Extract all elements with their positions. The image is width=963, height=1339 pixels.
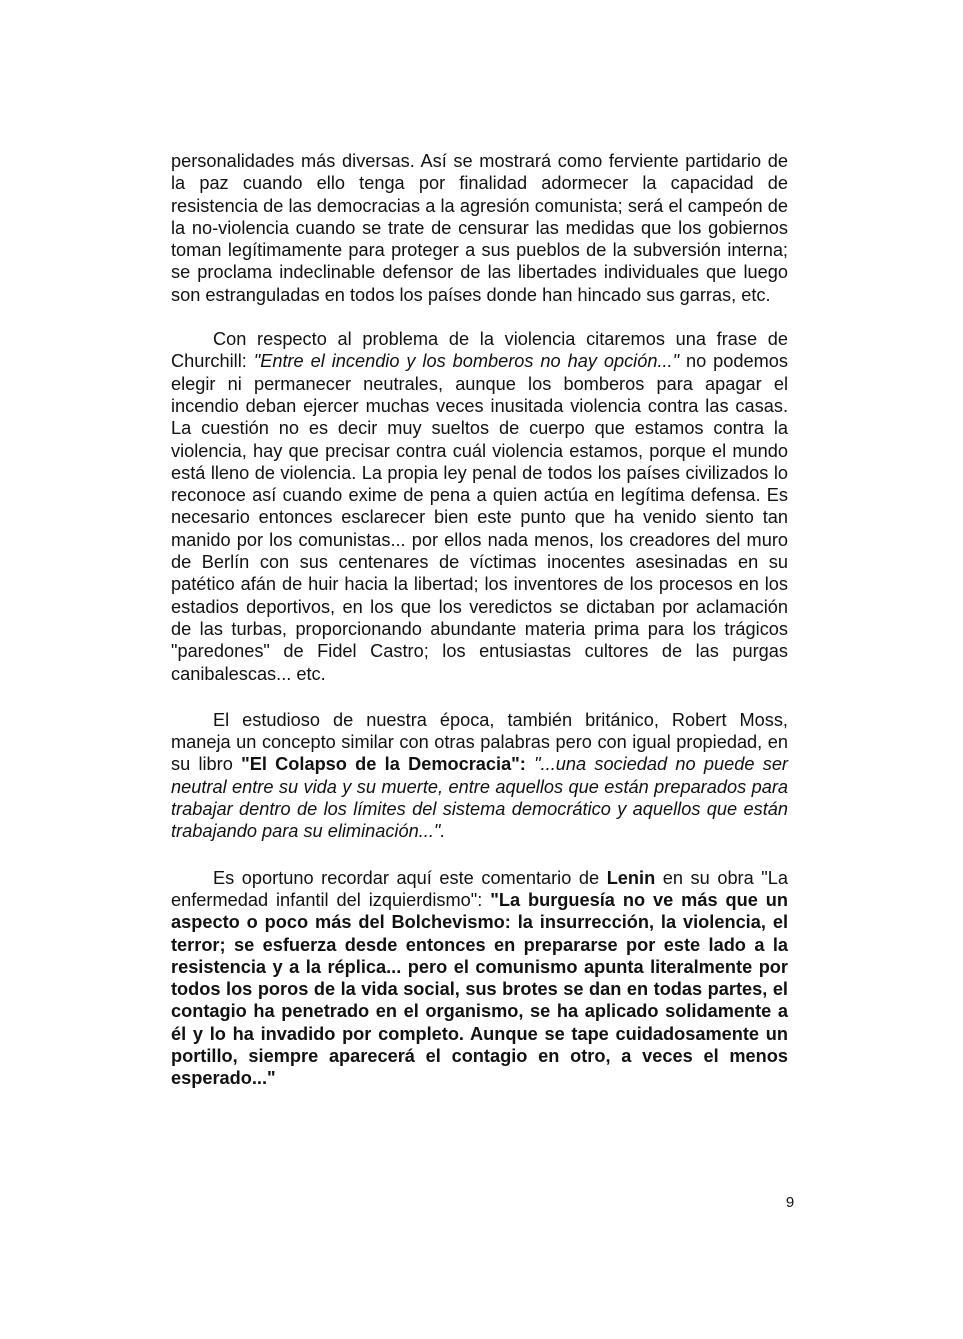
- paragraph-2: [171, 328, 788, 685]
- lenin-name: Lenin: [606, 867, 656, 888]
- page-number: 9: [785, 1194, 795, 1211]
- paragraph-3-text-a: El estudioso de nuestra época, también británico, Robert Moss, maneja un concepto similar con otras palabras pero con igual propiedad, en su libro: [171, 709, 788, 775]
- book-title: "El Colapso de la Democracia":: [241, 754, 526, 775]
- paragraph-2-text-a: Con respecto al problema de la violencia citaremos una frase de Churchill:: [171, 329, 788, 372]
- paragraph-1-text: personalidades más diversas. Así se mostrará como ferviente partidario de la paz cuando ello tenga por finalidad adormecer la capacidad de resistencia de las democracias a la agresión comunista; será el campeón de la no-violencia cuando se trate de censurar las medidas que los gobiernos toman legítimamente para proteger a sus pueblos de la subversión interna; se proclama indeclinable defensor de las libertades individuales que luego son estranguladas en todos los países donde han hincado sus garras, etc.: [171, 151, 788, 305]
- body-text: [171, 150, 788, 1090]
- moss-quote: "...una sociedad no puede ser neutral entre su vida y su muerte, entre aquellos que están preparados para trabajar dentro de los límites del sistema democrático y aquellos que están trabajando para su eliminación...".: [171, 754, 788, 842]
- paragraph-4: [171, 867, 788, 1090]
- paragraph-1: [171, 150, 788, 306]
- paragraph-4-text-a: Es oportuno recordar aquí este comentario de: [213, 867, 607, 888]
- paragraph-4-text-b: en su obra "La enfermedad infantil del izquierdismo":: [171, 867, 788, 910]
- paragraph-3: [171, 709, 788, 843]
- churchill-quote: "Entre el incendio y los bomberos no hay opción...": [253, 351, 680, 372]
- paragraph-2-text-b: no podemos elegir ni permanecer neutrales, aunque los bomberos para apagar el incendio deban ejercer muchas veces inusitada violencia contra las casas. La cuestión no es decir muy sueltos de cuerpo que estamos contra la violencia, hay que precisar contra cuál violencia estamos, porque el mundo está lleno de violencia. La propia ley penal de todos los países civilizados lo reconoce así cuando exime de pena a quien actúa en legítima defensa. Es necesario entonces esclarecer bien este punto que ha venido siento tan manido por los comunistas... por ellos nada menos, los creadores del muro de Berlín con sus centenares de víctimas inocentes asesinadas en su patético afán de huir hacia la libertad; los inventores de los procesos en los estadios deportivos, en los que los veredictos se dictaban por aclamación de las turbas, proporcionando abundante materia prima para los trágicos "paredones" de Fidel Castro; los entusiastas cultores de las purgas canibalescas... etc.: [171, 351, 789, 684]
- lenin-quote: "La burguesía no ve más que un aspecto o poco más del Bolchevismo: la insurrección, la violencia, el terror; se esfuerza desde entonces en prepararse por este lado a la resistencia y a la réplica... pero el comunismo apunta literalmente por todos los poros de la vida social, sus brotes se dan en todas partes, el contagio ha penetrado en el organismo, se ha aplicado solidamente a él y lo ha invadido por completo. Aunque se tape cuidadosamente un portillo, siempre aparecerá el contagio en otro, a veces el menos esperado...": [171, 889, 788, 1089]
